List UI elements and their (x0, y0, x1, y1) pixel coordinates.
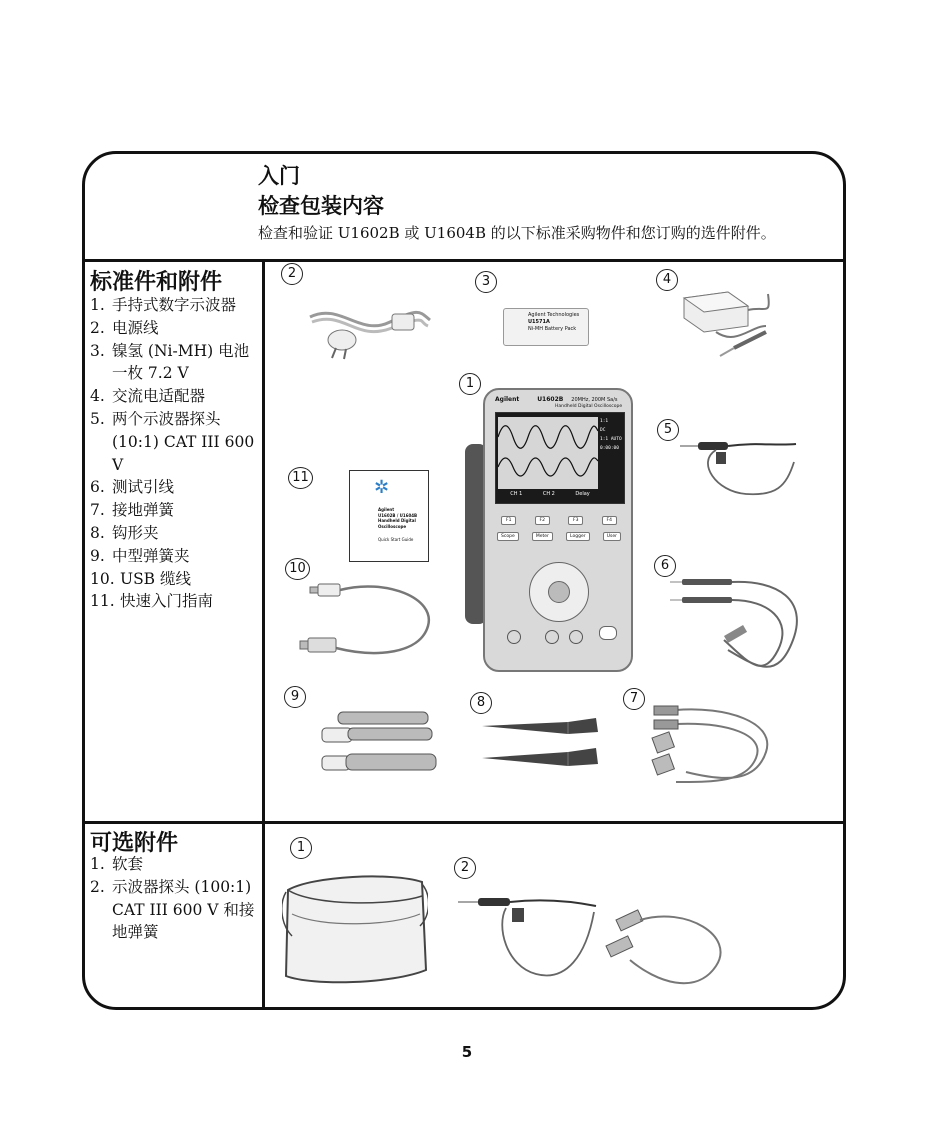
probe-image (676, 432, 806, 510)
hook-clips-image (478, 712, 610, 778)
callout-2: 2 (281, 263, 303, 285)
callout-10: 10 (285, 558, 310, 580)
f2-key: F2 (535, 516, 550, 525)
battery-image: Agilent Technologies U1571A Ni-MH Battery Pack (503, 308, 589, 346)
model-subtitle: Handheld Digital Oscilloscope (555, 404, 623, 409)
probe-100x-image (456, 886, 730, 986)
list-item: 2. 示波器探头 (100:1) CAT III 600 V 和接地弹簧 (90, 877, 255, 942)
logger-key: Logger (566, 532, 590, 541)
callout-11: 11 (288, 467, 313, 489)
section-title: 检查包装内容 (258, 194, 384, 218)
f4-key: F4 (602, 516, 617, 525)
brand-label: Agilent (495, 396, 520, 403)
list-item: 8. 钩形夹 (90, 523, 159, 542)
ac-adapter-image (676, 286, 786, 376)
model-label: U1602B (537, 396, 564, 403)
list-item: 5. 两个示波器探头 (10:1) CAT III 600 V (90, 409, 255, 474)
column-divider (262, 259, 265, 1010)
callout-1: 1 (459, 373, 481, 395)
list-item: 9. 中型弹簧夹 (90, 546, 190, 565)
list-item: 3. 镍氢 (Ni-MH) 电池一枚 7.2 V (90, 341, 250, 383)
waveform-plot (498, 417, 598, 489)
callout-6: 6 (654, 555, 676, 577)
spec-label: 20MHz, 200M Sa/s (571, 397, 618, 403)
list-item: 11. 快速入门指南 (90, 592, 214, 611)
help-button (599, 626, 617, 640)
oscilloscope-body (483, 388, 633, 672)
f1-key: F1 (501, 516, 516, 525)
meter-key: Meter (532, 532, 553, 541)
intro-text: 检查和验证 U1602B 或 U1604B 的以下标准采购物件和您订购的选件附件。 (258, 224, 776, 242)
oscilloscope-image (465, 388, 633, 672)
optional-heading: 可选附件 (90, 831, 179, 856)
guide-logo-icon: ✲ (374, 477, 390, 498)
power-cord-image (300, 292, 440, 362)
standard-heading: 标准件和附件 (90, 270, 223, 295)
callout-3: 3 (475, 271, 497, 293)
list-item: 4. 交流电适配器 (90, 387, 206, 406)
section-divider (82, 821, 846, 824)
list-item: 10. USB 缆线 (90, 569, 191, 588)
user-key: User (603, 532, 621, 541)
callout-4: 4 (656, 269, 678, 291)
standard-list (90, 294, 258, 613)
ground-leads-image (646, 702, 776, 786)
rotary-knob-center (548, 581, 570, 603)
list-item: 1. 软套 (90, 855, 144, 873)
callout-opt-1: 1 (290, 837, 312, 859)
input-jack (545, 630, 559, 644)
page-number: 5 (461, 1043, 473, 1061)
tab-ch1: CH 1 (510, 491, 523, 497)
usb-cable-image (296, 578, 436, 662)
list-item: 1. 手持式数字示波器 (90, 296, 237, 314)
callout-5: 5 (657, 419, 679, 441)
list-item: 2. 电源线 (90, 318, 159, 337)
scope-display: 1:1 DC 1:1 AUTO 0:00:00 CH 1 CH 2 Delay (495, 412, 625, 504)
optional-list (90, 853, 256, 944)
f3-key: F3 (568, 516, 583, 525)
list-item: 6. 测试引线 (90, 478, 175, 497)
input-jack (507, 630, 521, 644)
test-leads-image (668, 570, 806, 670)
callout-8: 8 (470, 692, 492, 714)
callout-7: 7 (623, 688, 645, 710)
tab-delay: Delay (575, 491, 590, 497)
header-divider (82, 259, 846, 262)
scope-key: Scope (497, 532, 519, 541)
quick-start-guide-image: ✲ Agilent U1602B / U1604B Handheld Digital Oscilloscope Quick Start Guide (349, 470, 429, 562)
list-item: 7. 接地弹簧 (90, 501, 175, 520)
spring-clips-image (318, 706, 442, 782)
callout-opt-2: 2 (454, 857, 476, 879)
soft-case-image (282, 866, 428, 990)
chapter-title: 入门 (258, 164, 300, 188)
tab-ch2: CH 2 (542, 491, 555, 497)
input-jack (569, 630, 583, 644)
callout-9: 9 (284, 686, 306, 708)
